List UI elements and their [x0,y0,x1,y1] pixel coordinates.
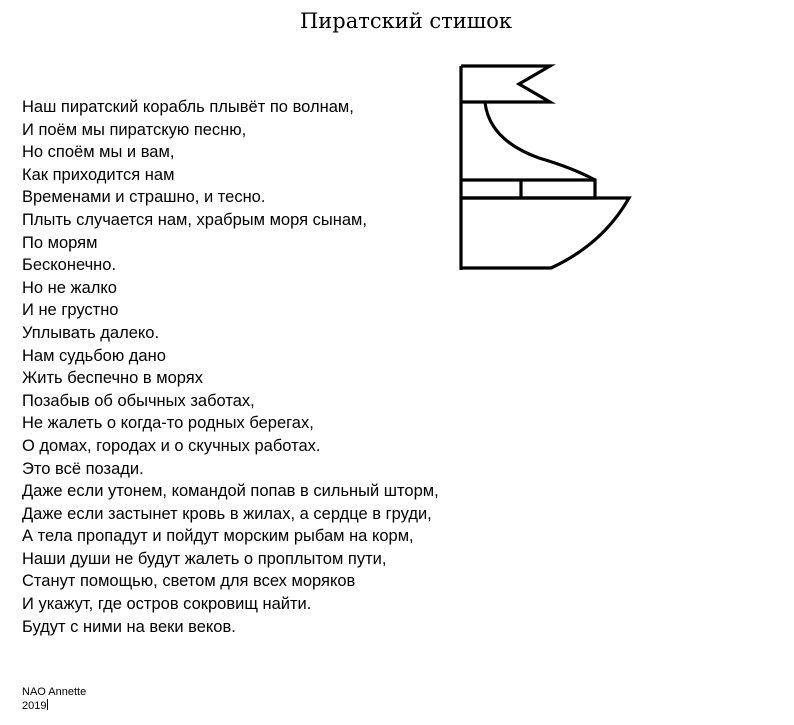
year-text: 2019 [22,700,47,712]
poem-line: Наши души не будут жалеть о проплытом пути, [22,549,387,568]
poem-line: О домах, городах и о скучных работах. [22,436,321,455]
poem-line: Плыть случается нам, храбрым моря сынам, [22,210,367,229]
poem-title: Пиратский стишок [299,9,513,33]
poem-line: По морям [22,233,98,252]
poem-line: Уплывать далеко. [22,323,160,342]
author-name: NAO Annette [22,686,87,698]
poem-line: Жить беспечно в морях [22,369,203,388]
signature-block [22,686,86,713]
poem-line: Станут помощью, светом для всех моряков [22,572,356,591]
sail-curve [485,102,595,180]
poem-line: Это всё позади. [22,459,144,478]
poem-line: Нам судьбою дано [22,346,166,365]
pirate-ship-icon [455,62,637,274]
poem-line: Но не жалко [22,278,117,297]
poem-line: Позабыв об обычных заботах, [22,391,255,410]
poem-line: А тела пропадут и пойдут морским рыбам на корм, [22,527,414,546]
poem-line: Не жалеть о когда-то родных берегах, [22,414,314,433]
poem-line: И не грустно [22,301,119,320]
poem-line: Как приходится нам [22,165,175,184]
poem-line: Наш пиратский корабль плывёт по волнам, [22,98,354,116]
poem-line: Даже если застынет кровь в жилах, а сердце в груди, [22,504,432,523]
year-line [22,699,86,713]
flag-shape [461,66,550,102]
poem-line: Временами и страшно, и тесно. [22,188,266,207]
hull-shape [461,198,629,268]
deck-bar [461,180,595,198]
poem-line: Будут с ними на веки веков. [22,617,236,636]
poem-body [22,96,439,638]
text-cursor [47,699,48,710]
poem-line: Даже если утонем, командой попав в сильный шторм, [22,482,439,501]
poem-line: Бесконечно. [22,256,117,275]
poem-line: И поём мы пиратскую песню, [22,120,247,139]
poem-line: И укажут, где остров сокровищ найти. [22,595,312,614]
poem-line: Но споём мы и вам, [22,143,175,162]
